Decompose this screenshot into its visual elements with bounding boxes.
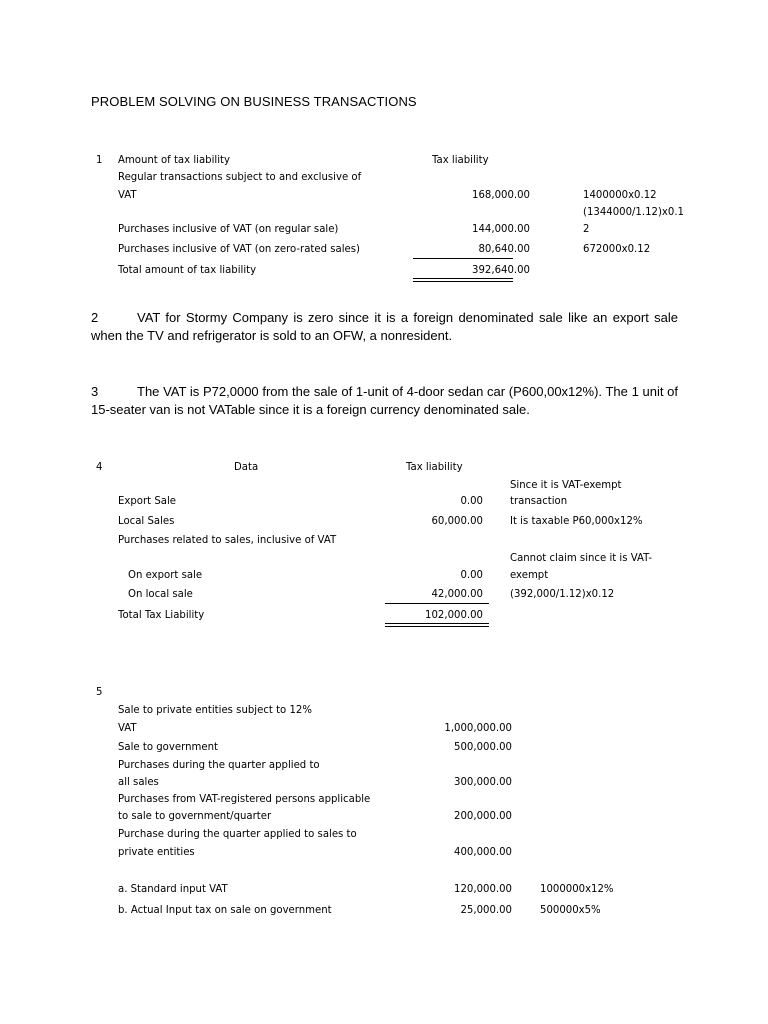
table-row-label: Regular transactions subject to and exclusive of — [118, 170, 362, 183]
table-row-label: Purchase during the quarter applied to sales to — [118, 827, 357, 840]
table-row-amount: 120,000.00 — [454, 882, 512, 895]
table-row-note: 1000000x12% — [540, 882, 614, 895]
table-row-amount: 400,000.00 — [454, 845, 512, 858]
table-row-label: VAT — [118, 721, 137, 734]
problem-2-paragraph — [91, 309, 678, 345]
table-row-note: 500000x5% — [540, 903, 601, 916]
table-row-note: 672000x0.12 — [583, 242, 651, 255]
table-row-label: On export sale — [128, 568, 203, 581]
table-row-label: b. Actual Input tax on sale on government — [118, 903, 332, 916]
table-row-label: Sale to private entities subject to 12% — [118, 703, 312, 716]
table-row-label: Amount of tax liability — [118, 153, 230, 166]
table-row-label: to sale to government/quarter — [118, 809, 272, 822]
table-row-amount: 168,000.00 — [472, 188, 530, 201]
table-row-amount: 0.00 — [460, 494, 483, 507]
table-row-note: transaction — [510, 494, 568, 507]
table-total-amount: 102,000.00 — [425, 608, 483, 621]
problem-number: 5 — [96, 685, 103, 698]
total-double-rule — [413, 281, 513, 282]
problem-3-paragraph — [91, 383, 678, 419]
table-row-amount: 300,000.00 — [454, 775, 512, 788]
problem-number: 1 — [96, 153, 103, 166]
table-row-amount: 80,640.00 — [478, 242, 530, 255]
table-row-note: It is taxable P60,000x12% — [510, 514, 643, 527]
table-row-amount: 60,000.00 — [431, 514, 483, 527]
table-row-label: Total Tax Liability — [118, 608, 205, 621]
problem-number: 2 — [91, 310, 99, 325]
page-title: PROBLEM SOLVING ON BUSINESS TRANSACTIONS — [91, 94, 417, 109]
table-row-label: Purchases related to sales, inclusive of VAT — [118, 533, 337, 546]
table-row-label: all sales — [118, 775, 159, 788]
table-row-label: On local sale — [128, 587, 193, 600]
table-total-amount: 392,640.00 — [472, 263, 530, 276]
problem-number: 4 — [96, 460, 103, 473]
paragraph-text: The VAT is P72,0000 from the sale of 1-unit of 4-door sedan car (P600,00x12%). The 1 unit of 15-seater van is not VATable since it is a foreign currency denominated sale. — [91, 384, 678, 417]
table-row-note: Cannot claim since it is VAT- — [510, 551, 653, 564]
column-header-tax-liability: Tax liability — [432, 153, 489, 166]
table-row-amount: 200,000.00 — [454, 809, 512, 822]
table-row-label: VAT — [118, 188, 137, 201]
problem-number: 3 — [91, 384, 99, 399]
table-row-label: private entities — [118, 845, 195, 858]
table-row-note: (392,000/1.12)x0.12 — [510, 587, 615, 600]
subtotal-rule — [413, 258, 513, 259]
table-row-amount: 500,000.00 — [454, 740, 512, 753]
table-row-amount: 1,000,000.00 — [444, 721, 512, 734]
table-row-label: Total amount of tax liability — [118, 263, 257, 276]
table-row-label: Export Sale — [118, 494, 177, 507]
table-row-amount: 144,000.00 — [472, 222, 530, 235]
table-row-label: Local Sales — [118, 514, 175, 527]
table-row-amount: 0.00 — [460, 568, 483, 581]
total-double-rule — [385, 626, 489, 627]
table-row-note: Since it is VAT-exempt — [510, 478, 622, 491]
total-double-rule — [385, 623, 489, 624]
table-row-label: Purchases inclusive of VAT (on zero-rated sales) — [118, 242, 360, 255]
table-row-note: (1344000/1.12)x0.1 — [583, 205, 684, 218]
table-row-label: Purchases from VAT-registered persons applicable — [118, 792, 371, 805]
column-header-tax-liability: Tax liability — [406, 460, 463, 473]
table-row-label: Sale to government — [118, 740, 218, 753]
table-row-amount: 42,000.00 — [431, 587, 483, 600]
table-row-note: 1400000x0.12 — [583, 188, 657, 201]
table-row-label: Purchases during the quarter applied to — [118, 758, 320, 771]
paragraph-text: VAT for Stormy Company is zero since it is a foreign denominated sale like an export sale when the TV and refrigerator is sold to an OFW, a nonresident. — [91, 310, 678, 343]
table-row-label: a. Standard input VAT — [118, 882, 228, 895]
total-double-rule — [413, 278, 513, 279]
subtotal-rule — [385, 603, 489, 604]
table-row-label: Purchases inclusive of VAT (on regular sale) — [118, 222, 339, 235]
table-row-amount: 25,000.00 — [460, 903, 512, 916]
column-header-data: Data — [234, 460, 259, 473]
table-row-note: exempt — [510, 568, 549, 581]
table-row-note: 2 — [583, 222, 590, 235]
